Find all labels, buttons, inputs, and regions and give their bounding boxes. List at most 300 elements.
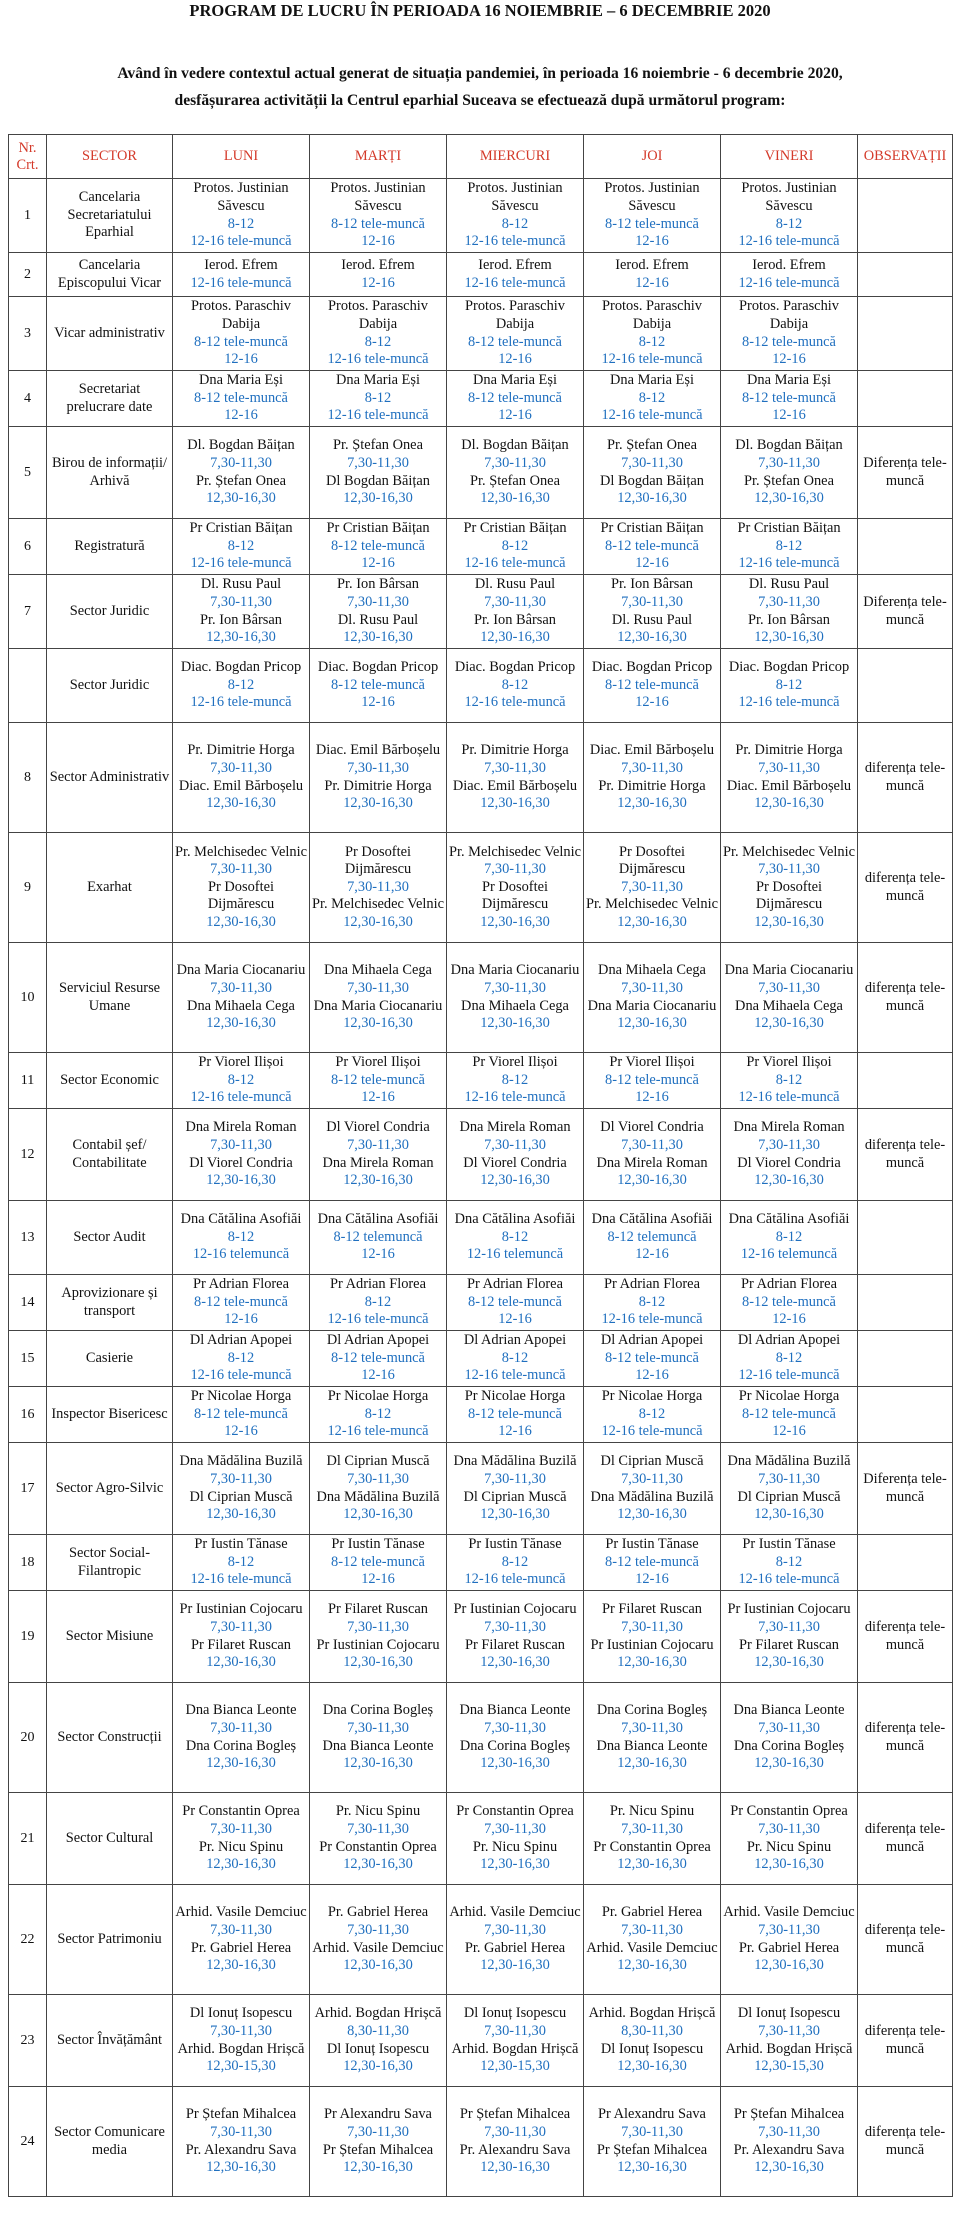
schedule-cell-marti [310, 649, 447, 723]
observation [858, 1201, 953, 1275]
sector-name: Serviciul Resurse Umane [47, 943, 173, 1053]
staff-name: Pr. Ștefan Onea [607, 437, 697, 454]
schedule-cell-miercuri [447, 649, 584, 723]
staff-name: Dl Ciprian Muscă [326, 1453, 430, 1470]
row-number: 14 [9, 1275, 47, 1331]
schedule-cell-joi [584, 519, 721, 575]
staff-name: Dl. Rusu Paul [200, 576, 282, 593]
schedule-cell-vineri [721, 943, 858, 1053]
document-intro [8, 60, 952, 122]
work-hours: 8-12 tele-muncă [605, 1071, 699, 1088]
staff-name: Dna Mihaela Cega [598, 962, 706, 979]
work-hours: 8-12 [227, 1071, 255, 1088]
work-hours: 12,30-16,30 [206, 2159, 276, 2176]
staff-name: Dna Mădălina Buzilă [179, 1453, 303, 1470]
row-number: 4 [9, 371, 47, 427]
work-hours: 12-16 [635, 1246, 669, 1263]
schedule-cell-miercuri [447, 519, 584, 575]
work-hours: 12,30-16,30 [343, 1506, 413, 1523]
observation: diferența tele-muncă [858, 1683, 953, 1793]
schedule-cell-vineri [721, 519, 858, 575]
work-hours: 8-12 tele-muncă [468, 389, 562, 406]
schedule-cell-joi [584, 179, 721, 253]
staff-name: Pr. Melchisedec Velnic [311, 896, 444, 913]
work-hours: 7,30-11,30 [210, 979, 272, 996]
staff-name: Pr Dosoftei Dijmărescu [755, 878, 823, 913]
observation: Diferența tele-muncă [858, 1443, 953, 1535]
schedule-cell-luni [173, 1793, 310, 1885]
work-hours: 12-16 [635, 694, 669, 711]
schedule-cell-vineri [721, 1053, 858, 1109]
schedule-cell-miercuri [447, 1443, 584, 1535]
sector-name: Sector Juridic [47, 649, 173, 723]
staff-name: Pr Iustinian Cojocaru [453, 1601, 577, 1618]
schedule-cell-luni [173, 253, 310, 297]
schedule-cell-vineri [721, 253, 858, 297]
observation: Diferența tele-muncă [858, 427, 953, 519]
schedule-cell-luni [173, 1591, 310, 1683]
staff-name: Pr Dosoftei Dijmărescu [618, 843, 686, 878]
staff-name: Pr Nicolae Horga [601, 1388, 703, 1405]
work-hours: 7,30-11,30 [484, 454, 546, 471]
staff-name: Dl Ionuț Isopescu [600, 2040, 704, 2057]
work-hours: 8-12 tele-muncă [742, 1405, 836, 1422]
work-hours: 7,30-11,30 [484, 861, 546, 878]
work-hours: 7,30-11,30 [484, 979, 546, 996]
work-hours: 7,30-11,30 [484, 593, 546, 610]
schedule-cell-luni [173, 371, 310, 427]
row-number: 6 [9, 519, 47, 575]
schedule-cell-marti [310, 1995, 447, 2087]
work-hours: 12-16 tele-muncă [464, 274, 566, 291]
work-hours: 12,30-16,30 [480, 629, 550, 646]
work-hours: 12,30-16,30 [206, 1506, 276, 1523]
work-hours: 12-16 tele-muncă [190, 1367, 292, 1384]
work-hours: 12,30-16,30 [754, 1957, 824, 1974]
work-hours: 12,30-16,30 [343, 1172, 413, 1189]
sector-name: Casierie [47, 1331, 173, 1387]
staff-name: Dna Mădălina Buzilă [727, 1453, 851, 1470]
row-number: 8 [9, 723, 47, 833]
work-hours: 7,30-11,30 [621, 593, 683, 610]
staff-name: Pr Viorel Ilișoi [198, 1054, 284, 1071]
work-hours: 8-12 tele-muncă [331, 676, 425, 693]
staff-name: Dl Ionuț Isopescu [463, 2005, 567, 2022]
work-hours: 12,30-16,30 [206, 1856, 276, 1873]
schedule-cell-miercuri [447, 1201, 584, 1275]
schedule-cell-vineri [721, 1683, 858, 1793]
schedule-cell-marti [310, 1109, 447, 1201]
schedule-cell-miercuri [447, 427, 584, 519]
work-hours: 7,30-11,30 [621, 1820, 683, 1837]
work-hours: 12,30-16,30 [480, 795, 550, 812]
work-hours: 12-16 telemuncă [192, 1246, 290, 1263]
schedule-cell-marti [310, 1275, 447, 1331]
staff-name: Dl. Rusu Paul [337, 611, 419, 628]
schedule-cell-luni [173, 1201, 310, 1275]
staff-name: Pr Ștefan Mihalcea [596, 2141, 708, 2158]
work-hours: 12-16 [635, 233, 669, 250]
work-hours: 12,30-16,30 [480, 1172, 550, 1189]
observation [858, 253, 953, 297]
schedule-cell-vineri [721, 1109, 858, 1201]
sector-name: Sector Comunicare media [47, 2087, 173, 2197]
row-number: 10 [9, 943, 47, 1053]
table-row [9, 833, 953, 943]
staff-name: Protos. Justinian Săvescu [741, 180, 837, 214]
schedule-cell-miercuri [447, 1053, 584, 1109]
schedule-cell-joi [584, 833, 721, 943]
schedule-cell-miercuri [447, 1793, 584, 1885]
staff-name: Dna Bianca Leonte [596, 1737, 708, 1754]
staff-name: Pr Cristian Băițan [463, 520, 567, 537]
schedule-cell-marti [310, 1443, 447, 1535]
work-hours: 8-12 tele-muncă [331, 215, 425, 232]
header-nr: Nr. Crt. [9, 135, 47, 179]
work-hours: 12,30-16,30 [206, 795, 276, 812]
work-hours: 12-16 [361, 694, 395, 711]
work-hours: 7,30-11,30 [347, 1470, 409, 1487]
work-hours: 7,30-11,30 [347, 1921, 409, 1938]
staff-name: Dl Adrian Apopei [326, 1332, 430, 1349]
staff-name: Dl. Rusu Paul [748, 576, 830, 593]
work-hours: 12-16 tele-muncă [601, 351, 703, 368]
work-hours: 8-12 [227, 215, 255, 232]
work-hours: 7,30-11,30 [484, 1136, 546, 1153]
staff-name: Pr. Nicu Spinu [746, 1838, 832, 1855]
work-hours: 7,30-11,30 [347, 878, 409, 895]
work-hours: 7,30-11,30 [347, 1618, 409, 1635]
table-row [9, 1275, 953, 1331]
schedule-body [9, 179, 953, 2197]
work-hours: 12-16 [498, 1311, 532, 1328]
work-hours: 12-16 [772, 407, 806, 424]
schedule-cell-vineri [721, 1995, 858, 2087]
work-hours: 7,30-11,30 [210, 1470, 272, 1487]
staff-name: Ierod. Efrem [478, 256, 552, 273]
work-hours: 12,30-16,30 [754, 1172, 824, 1189]
staff-name: Pr Iustin Tănase [605, 1536, 699, 1553]
work-hours: 8-12 [227, 676, 255, 693]
schedule-table [8, 134, 953, 2197]
schedule-cell-joi [584, 297, 721, 371]
schedule-cell-miercuri [447, 1275, 584, 1331]
header-luni: LUNI [173, 135, 310, 179]
work-hours: 8-12 tele-muncă [605, 1349, 699, 1366]
work-hours: 8-12 [364, 333, 392, 350]
work-hours: 12-16 [361, 1246, 395, 1263]
work-hours: 12,30-16,30 [754, 1506, 824, 1523]
work-hours: 12-16 tele-muncă [190, 694, 292, 711]
staff-name: Pr Dosoftei Dijmărescu [207, 878, 275, 913]
schedule-cell-miercuri [447, 179, 584, 253]
work-hours: 8-12 [501, 537, 529, 554]
schedule-cell-vineri [721, 833, 858, 943]
work-hours: 12-16 tele-muncă [464, 694, 566, 711]
table-row [9, 1053, 953, 1109]
work-hours: 12-16 tele-muncă [190, 555, 292, 572]
schedule-cell-joi [584, 1053, 721, 1109]
sector-name: Exarhat [47, 833, 173, 943]
schedule-cell-miercuri [447, 2087, 584, 2197]
work-hours: 12,30-16,30 [343, 2159, 413, 2176]
work-hours: 12,30-16,30 [754, 490, 824, 507]
work-hours: 7,30-11,30 [758, 1921, 820, 1938]
staff-name: Pr. Alexandru Sava [733, 2141, 845, 2158]
staff-name: Dna Mihaela Cega [735, 997, 843, 1014]
staff-name: Dna Cătălina Asofiăi [454, 1211, 576, 1228]
work-hours: 7,30-11,30 [347, 593, 409, 610]
schedule-cell-joi [584, 1995, 721, 2087]
work-hours: 8-12 [227, 1553, 255, 1570]
staff-name: Pr. Gabriel Herea [738, 1939, 840, 1956]
work-hours: 8-12 tele-muncă [331, 537, 425, 554]
schedule-cell-marti [310, 1591, 447, 1683]
staff-name: Pr. Ion Bârsan [474, 611, 556, 628]
work-hours: 8-12 tele-muncă [742, 1293, 836, 1310]
staff-name: Arhid. Vasile Demciuc [449, 1904, 581, 1921]
work-hours: 12,30-16,30 [617, 795, 687, 812]
work-hours: 8,30-11,30 [621, 2022, 683, 2039]
schedule-cell-marti [310, 427, 447, 519]
work-hours: 12-16 [498, 407, 532, 424]
staff-name: Dna Maria Ciocanariu [587, 997, 717, 1014]
staff-name: Pr Viorel Ilișoi [335, 1054, 421, 1071]
work-hours: 12,30-16,30 [480, 490, 550, 507]
work-hours: 12,30-16,30 [617, 2058, 687, 2075]
staff-name: Pr Nicolae Horga [738, 1388, 840, 1405]
schedule-cell-vineri [721, 1201, 858, 1275]
schedule-cell-luni [173, 1053, 310, 1109]
staff-name: Pr. Ion Bârsan [200, 611, 282, 628]
work-hours: 7,30-11,30 [758, 1719, 820, 1736]
staff-name: Pr Alexandru Sava [598, 2106, 706, 2123]
staff-name: Diac. Bogdan Pricop [591, 659, 713, 676]
schedule-cell-vineri [721, 575, 858, 649]
staff-name: Dna Cătălina Asofiăi [317, 1211, 439, 1228]
staff-name: Dl Viorel Condria [189, 1154, 293, 1171]
sector-name: Inspector Bisericesc [47, 1387, 173, 1443]
work-hours: 12-16 telemuncă [740, 1246, 838, 1263]
staff-name: Pr Constantin Oprea [182, 1803, 300, 1820]
work-hours: 7,30-11,30 [347, 1136, 409, 1153]
work-hours: 12,30-16,30 [480, 1755, 550, 1772]
staff-name: Dna Maria Ciocanariu [450, 962, 580, 979]
schedule-cell-luni [173, 1535, 310, 1591]
staff-name: Protos. Justinian Săvescu [330, 180, 426, 214]
work-hours: 7,30-11,30 [758, 1820, 820, 1837]
sector-name: Cancelaria Secretariatului Eparhial [47, 179, 173, 253]
staff-name: Ierod. Efrem [752, 256, 826, 273]
staff-name: Arhid. Bogdan Hrișcă [314, 2005, 442, 2022]
staff-name: Dna Cătălina Asofiăi [180, 1211, 302, 1228]
work-hours: 7,30-11,30 [621, 1470, 683, 1487]
work-hours: 12,30-16,30 [206, 913, 276, 930]
work-hours: 8-12 [364, 1293, 392, 1310]
row-number: 9 [9, 833, 47, 943]
staff-name: Pr. Gabriel Herea [327, 1904, 429, 1921]
staff-name: Protos. Paraschiv Dabija [191, 298, 291, 332]
table-row [9, 1885, 953, 1995]
staff-name: Dl. Bogdan Băițan [187, 437, 295, 454]
schedule-cell-marti [310, 1331, 447, 1387]
staff-name: Pr. Alexandru Sava [459, 2141, 571, 2158]
work-hours: 12-16 tele-muncă [190, 1089, 292, 1106]
staff-name: Pr. Dimitrie Horga [324, 777, 432, 794]
schedule-cell-luni [173, 723, 310, 833]
staff-name: Diac. Bogdan Pricop [317, 659, 439, 676]
row-number: 18 [9, 1535, 47, 1591]
intro-line-2: desfășurarea activității la Centrul eparhial Suceava se efectuează după următorul program: [174, 92, 786, 109]
sector-name: Sector Economic [47, 1053, 173, 1109]
work-hours: 7,30-11,30 [621, 454, 683, 471]
work-hours: 8,30-11,30 [347, 2022, 409, 2039]
staff-name: Pr Filaret Ruscan [602, 1601, 702, 1618]
observation [858, 1275, 953, 1331]
staff-name: Pr. Ștefan Onea [333, 437, 423, 454]
staff-name: Dl Adrian Apopei [737, 1332, 841, 1349]
schedule-cell-joi [584, 575, 721, 649]
sector-name: Sector Audit [47, 1201, 173, 1275]
work-hours: 12,30-16,30 [343, 1755, 413, 1772]
work-hours: 12,30-16,30 [343, 1015, 413, 1032]
schedule-cell-miercuri [447, 1109, 584, 1201]
work-hours: 12-16 [361, 1571, 395, 1588]
header-joi: JOI [584, 135, 721, 179]
work-hours: 7,30-11,30 [484, 1921, 546, 1938]
work-hours: 12-16 [635, 1571, 669, 1588]
schedule-cell-miercuri [447, 371, 584, 427]
work-hours: 12-16 tele-muncă [738, 274, 840, 291]
staff-name: Dna Cătălina Asofiăi [728, 1211, 850, 1228]
work-hours: 12-16 tele-muncă [464, 233, 566, 250]
row-number: 16 [9, 1387, 47, 1443]
staff-name: Pr Nicolae Horga [327, 1388, 429, 1405]
schedule-cell-vineri [721, 1443, 858, 1535]
schedule-cell-marti [310, 833, 447, 943]
work-hours: 7,30-11,30 [347, 454, 409, 471]
schedule-cell-joi [584, 1109, 721, 1201]
work-hours: 12,30-16,30 [754, 2159, 824, 2176]
work-hours: 8-12 tele-muncă [605, 676, 699, 693]
work-hours: 7,30-11,30 [210, 759, 272, 776]
row-number: 15 [9, 1331, 47, 1387]
work-hours: 12,30-16,30 [343, 490, 413, 507]
staff-name: Pr Constantin Oprea [456, 1803, 574, 1820]
observation: Diferența tele-muncă [858, 575, 953, 649]
schedule-cell-miercuri [447, 253, 584, 297]
schedule-cell-luni [173, 297, 310, 371]
work-hours: 12,30-16,30 [617, 490, 687, 507]
observation: diferența tele-muncă [858, 1885, 953, 1995]
observation [858, 371, 953, 427]
schedule-cell-joi [584, 253, 721, 297]
schedule-cell-luni [173, 1331, 310, 1387]
row-number: 23 [9, 1995, 47, 2087]
staff-name: Arhid. Vasile Demciuc [175, 1904, 307, 1921]
work-hours: 7,30-11,30 [210, 593, 272, 610]
work-hours: 12-16 [361, 274, 395, 291]
schedule-cell-vineri [721, 179, 858, 253]
work-hours: 7,30-11,30 [758, 1470, 820, 1487]
observation: diferența tele-muncă [858, 943, 953, 1053]
schedule-cell-miercuri [447, 1387, 584, 1443]
work-hours: 7,30-11,30 [484, 2123, 546, 2140]
staff-name: Pr. Ion Bârsan [337, 576, 419, 593]
staff-name: Dna Mădălina Buzilă [316, 1488, 440, 1505]
staff-name: Dl Viorel Condria [600, 1119, 704, 1136]
work-hours: 7,30-11,30 [210, 1921, 272, 1938]
staff-name: Dna Mihaela Cega [461, 997, 569, 1014]
work-hours: 8-12 [775, 676, 803, 693]
schedule-cell-miercuri [447, 575, 584, 649]
staff-name: Dl Adrian Apopei [463, 1332, 567, 1349]
schedule-cell-vineri [721, 1275, 858, 1331]
schedule-cell-vineri [721, 1331, 858, 1387]
work-hours: 8-12 [638, 389, 666, 406]
schedule-cell-marti [310, 371, 447, 427]
staff-name: Pr Dosoftei Dijmărescu [344, 843, 412, 878]
schedule-cell-marti [310, 1793, 447, 1885]
staff-name: Dl Adrian Apopei [189, 1332, 293, 1349]
table-row [9, 1387, 953, 1443]
schedule-cell-vineri [721, 649, 858, 723]
work-hours: 7,30-11,30 [484, 1820, 546, 1837]
work-hours: 7,30-11,30 [621, 1136, 683, 1153]
staff-name: Pr. Melchisedec Velnic [448, 843, 581, 860]
staff-name: Pr. Dimitrie Horga [187, 742, 295, 759]
work-hours: 7,30-11,30 [210, 861, 272, 878]
sector-name: Cancelaria Episcopului Vicar [47, 253, 173, 297]
staff-name: Pr. Melchisedec Velnic [722, 843, 855, 860]
staff-name: Pr Iustinian Cojocaru [727, 1601, 851, 1618]
schedule-cell-miercuri [447, 1331, 584, 1387]
observation [858, 519, 953, 575]
sector-name: Secretariat prelucrare date [47, 371, 173, 427]
staff-name: Pr Iustinian Cojocaru [316, 1636, 440, 1653]
staff-name: Pr. Ștefan Onea [744, 472, 834, 489]
sector-name: Sector Construcții [47, 1683, 173, 1793]
staff-name: Diac. Emil Bărboșelu [315, 742, 441, 759]
work-hours: 12-16 tele-muncă [327, 351, 429, 368]
work-hours: 7,30-11,30 [347, 979, 409, 996]
table-row [9, 943, 953, 1053]
row-number: 24 [9, 2087, 47, 2197]
work-hours: 12-16 [498, 1423, 532, 1440]
work-hours: 12,30-16,30 [480, 1654, 550, 1671]
staff-name: Pr. Melchisedec Velnic [174, 843, 307, 860]
table-row [9, 427, 953, 519]
work-hours: 12-16 [772, 1311, 806, 1328]
work-hours: 7,30-11,30 [347, 1719, 409, 1736]
schedule-cell-luni [173, 1885, 310, 1995]
work-hours: 7,30-11,30 [210, 454, 272, 471]
work-hours: 7,30-11,30 [210, 2022, 272, 2039]
observation: diferența tele-muncă [858, 723, 953, 833]
work-hours: 8-12 tele-muncă [194, 1293, 288, 1310]
work-hours: 12,30-16,30 [617, 629, 687, 646]
schedule-cell-marti [310, 1683, 447, 1793]
work-hours: 7,30-11,30 [484, 2022, 546, 2039]
work-hours: 12-16 [635, 274, 669, 291]
work-hours: 12-16 tele-muncă [464, 1089, 566, 1106]
schedule-cell-marti [310, 253, 447, 297]
staff-name: Dl Adrian Apopei [600, 1332, 704, 1349]
staff-name: Pr. Nicu Spinu [472, 1838, 558, 1855]
schedule-cell-joi [584, 1201, 721, 1275]
work-hours: 7,30-11,30 [347, 759, 409, 776]
staff-name: Pr Constantin Oprea [730, 1803, 848, 1820]
